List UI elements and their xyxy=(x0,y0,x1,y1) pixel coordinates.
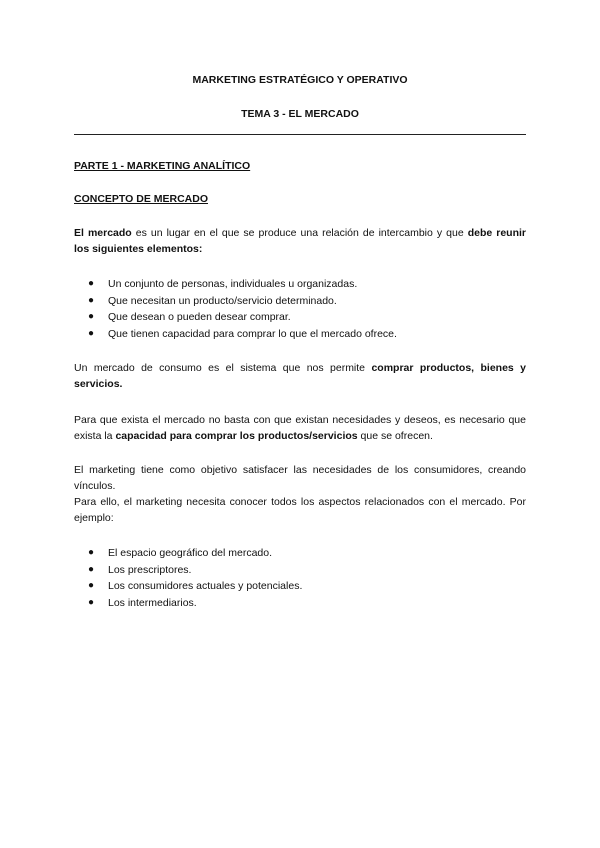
text: es un lugar en el que se produce una relación de intercambio y que xyxy=(131,227,468,239)
list-item-text: Los consumidores actuales y potenciales. xyxy=(108,580,303,592)
list-item-text: Un conjunto de personas, individuales u organizadas. xyxy=(108,278,358,290)
bullet-icon: ● xyxy=(88,294,95,306)
bold-text: servicios. xyxy=(74,378,123,390)
paragraph-line: Para que exista el mercado no basta con que existan necesidades y deseos, es necesario que xyxy=(74,414,526,426)
paragraph-line: vínculos. xyxy=(74,480,116,492)
bold-text: comprar productos, bienes y xyxy=(371,362,526,374)
document-title: MARKETING ESTRATÉGICO Y OPERATIVO xyxy=(192,74,408,86)
list-item-text: Los intermediarios. xyxy=(108,596,197,609)
list-item xyxy=(74,309,397,326)
text: exista la xyxy=(74,430,116,442)
paragraph-line: ejemplo: xyxy=(74,512,114,524)
part-heading: PARTE 1 - MARKETING ANALÍTICO xyxy=(74,160,251,172)
paragraph-line xyxy=(74,376,526,392)
paragraph-line: Para ello, el marketing necesita conocer todos los aspectos relacionados con el mercado. Por xyxy=(74,496,526,508)
bullet-icon: ● xyxy=(88,311,95,322)
list-item xyxy=(74,562,302,579)
list-item xyxy=(74,293,397,310)
list-item-text: Que necesitan un producto/servicio determinado. xyxy=(108,294,337,307)
examples-list xyxy=(74,545,302,611)
bold-text: los siguientes elementos: xyxy=(74,243,203,255)
bullet-icon: ● xyxy=(88,563,95,575)
paragraph-line: El marketing tiene como objetivo satisfacer las necesidades de los consumidores, creando xyxy=(74,464,526,476)
bullet-icon: ● xyxy=(88,580,95,591)
paragraph-line xyxy=(74,428,526,444)
section-heading: CONCEPTO DE MERCADO xyxy=(74,193,208,205)
bold-text: debe reunir xyxy=(467,227,527,239)
list-item xyxy=(74,545,302,562)
list-item-text: El espacio geográfico del mercado. xyxy=(108,547,273,559)
paragraph-line xyxy=(74,225,526,241)
paragraph-line xyxy=(74,360,526,376)
list-item-text: Que tienen capacidad para comprar lo que el mercado ofrece. xyxy=(108,327,397,340)
paragraph-mercado-consumo xyxy=(74,360,526,392)
list-item xyxy=(74,578,302,595)
bullet-icon: ● xyxy=(88,547,95,558)
text: Un mercado de consumo es el sistema que nos permite xyxy=(74,362,372,374)
document-subtitle: TEMA 3 - EL MERCADO xyxy=(241,108,359,120)
bold-text: capacidad para comprar los productos/servicios xyxy=(115,430,358,442)
elements-list xyxy=(74,276,397,342)
list-item-text: Que desean o pueden desear comprar. xyxy=(108,311,291,323)
horizontal-rule xyxy=(74,134,526,135)
paragraph-line xyxy=(74,241,526,257)
bullet-icon: ● xyxy=(88,596,95,608)
text: que se ofrecen. xyxy=(357,430,433,442)
list-item xyxy=(74,326,397,343)
bold-text: El mercado xyxy=(74,227,132,239)
bullet-icon: ● xyxy=(88,327,95,339)
paragraph-capacidad xyxy=(74,412,526,444)
list-item xyxy=(74,276,397,293)
list-item-text: Los prescriptores. xyxy=(108,563,192,576)
list-item xyxy=(74,595,302,612)
bullet-icon: ● xyxy=(88,278,95,289)
paragraph-objetivo xyxy=(74,462,526,526)
paragraph-mercado-definition xyxy=(74,225,526,257)
